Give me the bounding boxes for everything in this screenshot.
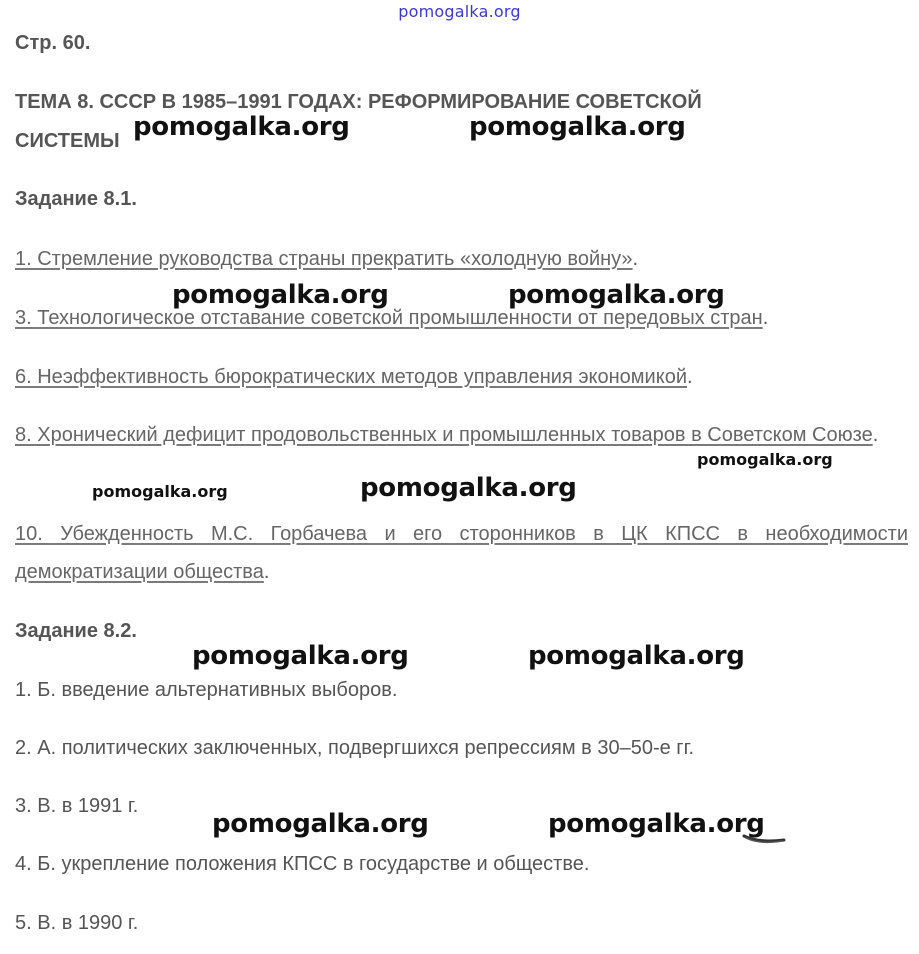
task-8-2-answer: 4. Б. укрепление положения КПСС в государстве и обществе.: [15, 853, 590, 875]
watermark: pomogalka.org: [508, 280, 725, 310]
watermark: pomogalka.org: [92, 482, 228, 501]
watermark: pomogalka.org: [360, 473, 577, 503]
task-8-2-answer: 3. В. в 1991 г.: [15, 795, 139, 817]
watermark: pomogalka.org: [212, 809, 429, 839]
task-8-1-item-link[interactable]: 8. Хронический дефицит продовольственных и промышленных товаров в Советском Союзе: [15, 424, 873, 446]
theme-title-line-2: СИСТЕМЫ: [15, 130, 120, 152]
item-period: .: [632, 248, 639, 270]
task-8-1-item[interactable]: [15, 416, 908, 454]
task-8-1-item[interactable]: [15, 515, 908, 591]
watermark: pomogalka.org: [469, 112, 686, 142]
watermark: pomogalka.org: [133, 112, 350, 142]
task-8-1-item-link[interactable]: 10. Убежденность М.С. Горбачева и его сторонников в ЦК КПСС в необходимости демократизации общества: [15, 523, 908, 583]
page-reference: Стр. 60.: [15, 32, 91, 54]
top-watermark: pomogalka.org: [398, 2, 521, 21]
task-8-1-item-link[interactable]: 3. Технологическое отставание советской промышленности от передовых стран: [15, 307, 763, 329]
watermark: pomogalka.org: [697, 450, 833, 469]
task-8-1-item[interactable]: [15, 358, 908, 396]
item-period: .: [762, 307, 769, 329]
task-8-1-item[interactable]: [15, 240, 908, 278]
item-period: .: [872, 424, 879, 446]
item-period: .: [687, 366, 693, 388]
theme-title-line-1: ТЕМА 8. СССР В 1985–1991 ГОДАХ: РЕФОРМИРОВАНИЕ СОВЕТСКОЙ: [15, 91, 702, 113]
watermark: pomogalka.org: [192, 641, 409, 671]
task-8-1-item-link[interactable]: 1. Стремление руководства страны прекратить «холодную войну»: [15, 248, 633, 270]
task-8-2-heading: Задание 8.2.: [15, 620, 137, 642]
task-8-1-item-link[interactable]: 6. Неэффективность бюрократических методов управления экономикой: [15, 366, 687, 388]
task-8-1-heading: Задание 8.1.: [15, 188, 137, 210]
watermark: pomogalka.org: [528, 641, 745, 671]
scribble-mark-icon: [742, 832, 786, 846]
task-8-2-answer: 1. Б. введение альтернативных выборов.: [15, 679, 398, 701]
task-8-2-answer: 5. В. в 1990 г.: [15, 912, 139, 934]
task-8-1-item[interactable]: [15, 299, 908, 337]
watermark: pomogalka.org: [548, 809, 765, 839]
watermark: pomogalka.org: [172, 280, 389, 310]
task-8-2-answer: 2. А. политических заключенных, подвергшихся репрессиям в 30–50-е гг.: [15, 737, 694, 759]
item-period: .: [263, 561, 270, 583]
